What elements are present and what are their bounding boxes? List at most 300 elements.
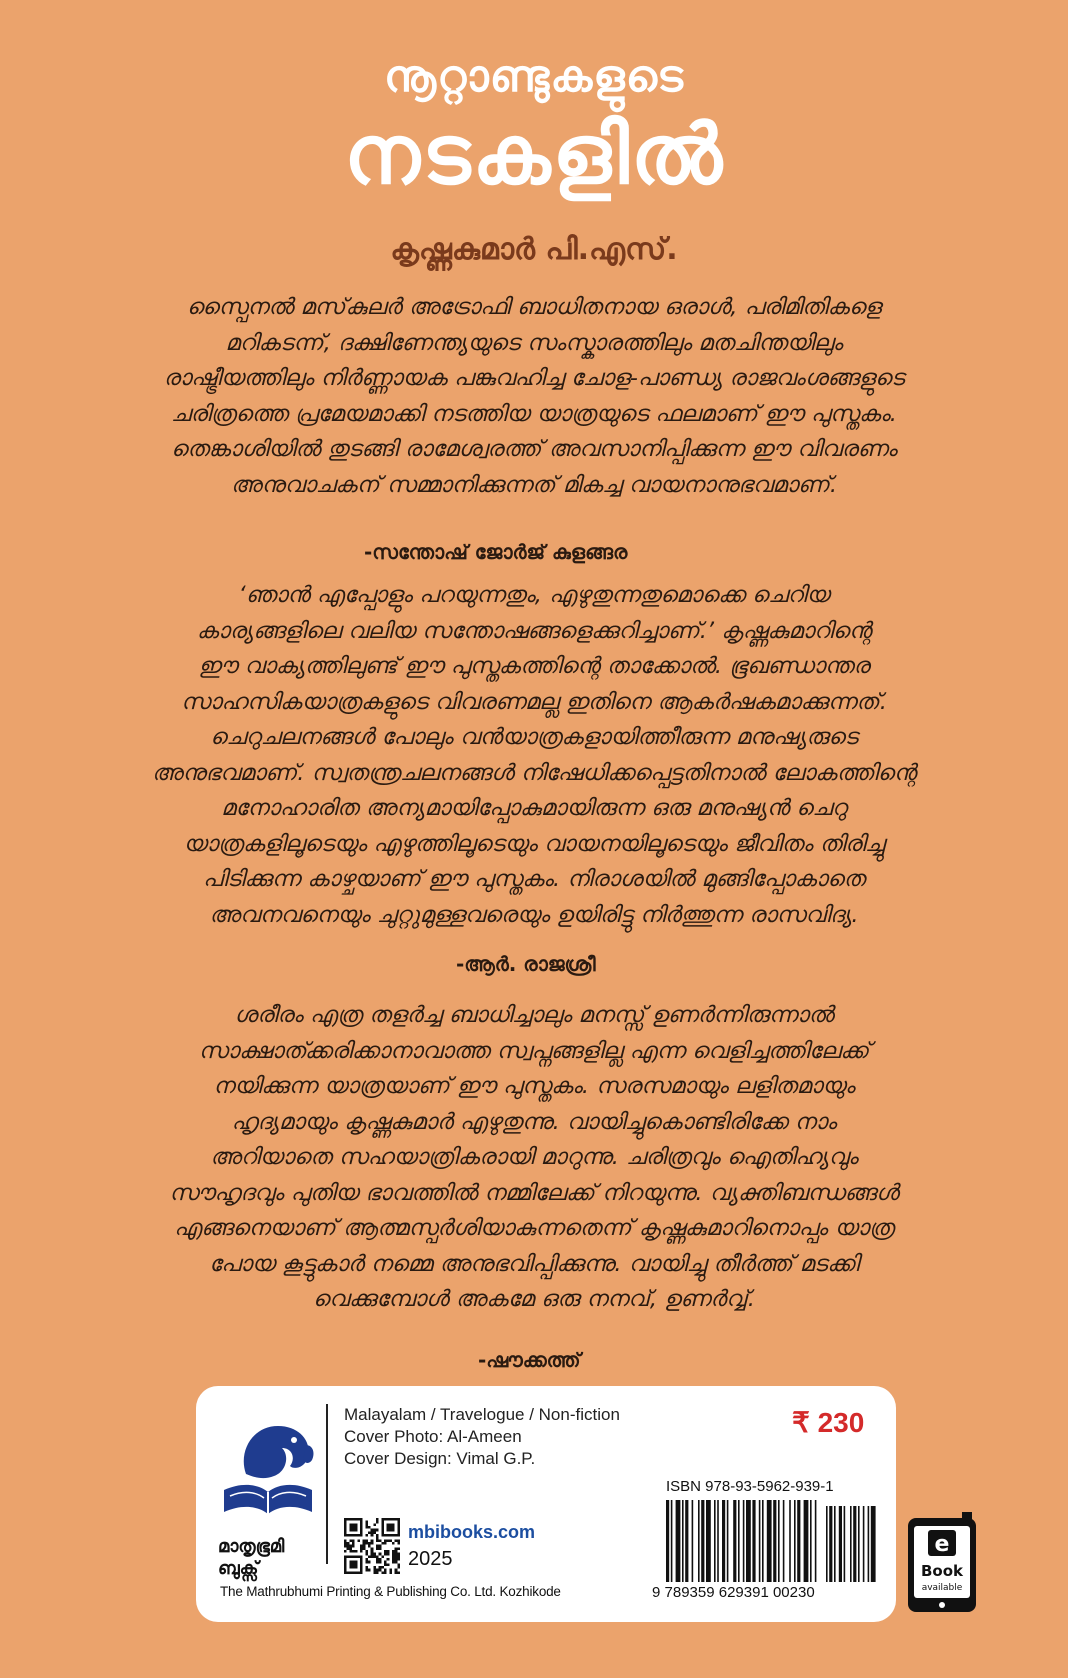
qr-cell — [395, 1569, 398, 1572]
qr-cell — [397, 1566, 400, 1569]
qr-cell — [373, 1529, 376, 1532]
qr-cell — [392, 1561, 395, 1564]
qr-code-icon — [344, 1518, 400, 1574]
qr-cell — [392, 1523, 395, 1526]
qr-cell — [387, 1534, 390, 1537]
qr-cell — [395, 1553, 398, 1556]
publisher-name-line-1: മാതൃഭൂമി — [218, 1536, 285, 1557]
qr-cell — [381, 1571, 384, 1574]
qr-cell — [344, 1563, 347, 1566]
qr-cell — [355, 1529, 358, 1532]
qr-cell — [371, 1553, 374, 1556]
review-line: നയിക്കുന്ന യാത്രയാണ് ഈ പുസ്തകം. സരസമായും ലളിതമായും — [213, 1073, 855, 1099]
qr-cell — [395, 1550, 398, 1553]
book-metadata — [344, 1404, 620, 1470]
qr-cell — [384, 1518, 387, 1521]
qr-cell — [368, 1561, 371, 1564]
book-title — [0, 48, 1068, 206]
qr-cell — [381, 1518, 384, 1521]
qr-cell — [360, 1555, 363, 1558]
qr-cell — [360, 1550, 363, 1553]
qr-cell — [397, 1563, 400, 1566]
qr-cell — [360, 1518, 363, 1521]
isbn-label: ISBN 978-93-5962-939-1 — [666, 1478, 834, 1495]
qr-cell — [360, 1526, 363, 1529]
qr-cell — [397, 1542, 400, 1545]
publisher-name-line-2: ബുക്സ് — [218, 1558, 259, 1579]
qr-cell — [349, 1563, 352, 1566]
qr-cell — [389, 1529, 392, 1532]
barcode-bar — [717, 1500, 719, 1582]
qr-cell — [368, 1555, 371, 1558]
qr-cell — [371, 1529, 374, 1532]
barcode-bar — [743, 1500, 745, 1582]
qr-cell — [349, 1518, 352, 1521]
review-line: ചെറുചലനങ്ങൾ പോലും വൻയാത്രകളായിത്തീരുന്ന മനുഷ്യരുടെ — [210, 724, 858, 750]
qr-cell — [376, 1545, 379, 1548]
qr-cell — [381, 1523, 384, 1526]
qr-cell — [384, 1563, 387, 1566]
qr-cell — [352, 1539, 355, 1542]
qr-cell — [381, 1534, 384, 1537]
barcode-bar — [666, 1500, 669, 1582]
qr-cell — [387, 1539, 390, 1542]
ebook-available-label: available — [921, 1583, 963, 1593]
barcode-bar — [722, 1500, 725, 1582]
qr-cell — [344, 1558, 347, 1561]
qr-cell — [381, 1526, 384, 1529]
review-line: രാഷ്ട്രീയത്തിലും നിർണ്ണായക പങ്കുവഹിച്ച ചോള-പാണ്ഡ്യ രാജവംശങ്ങളുടെ — [163, 365, 905, 391]
qr-cell — [389, 1539, 392, 1542]
review-line: മനോഹാരിത അന്യമായിപ്പോകുമായിരുന്ന ഒരു മനുഷ്യൻ ചെറു — [221, 795, 847, 821]
barcode-bar — [752, 1500, 755, 1582]
qr-cell — [368, 1542, 371, 1545]
qr-cell — [389, 1526, 392, 1529]
qr-cell — [376, 1518, 379, 1521]
barcode-bar — [839, 1506, 842, 1582]
review-line: ഈ വാക്യത്തിലുണ്ട് ഈ പുസ്തകത്തിന്റെ താക്കോൽ. ഭൂഖണ്ഡാന്തര — [198, 653, 870, 679]
qr-cell — [387, 1563, 390, 1566]
barcode-bar — [858, 1506, 860, 1582]
barcode-bar — [773, 1500, 776, 1582]
barcode-bar — [789, 1500, 791, 1582]
qr-cell — [360, 1569, 363, 1572]
qr-cell — [395, 1571, 398, 1574]
qr-cell — [365, 1523, 368, 1526]
qr-cell — [365, 1550, 368, 1553]
qr-cell — [352, 1534, 355, 1537]
qr-cell — [360, 1531, 363, 1534]
qr-cell — [347, 1545, 350, 1548]
qr-cell — [360, 1545, 363, 1548]
qr-cell — [373, 1523, 376, 1526]
qr-cell — [357, 1518, 360, 1521]
qr-cell — [387, 1553, 390, 1556]
qr-cell — [379, 1539, 382, 1542]
qr-cell — [381, 1555, 384, 1558]
qr-cell — [376, 1534, 379, 1537]
cover-design-credit: Cover Design: Vimal G.P. — [344, 1449, 536, 1468]
qr-cell — [365, 1558, 368, 1561]
qr-cell — [397, 1526, 400, 1529]
qr-cell — [373, 1569, 376, 1572]
qr-cell — [392, 1550, 395, 1553]
barcode-bar — [759, 1500, 761, 1582]
qr-cell — [360, 1529, 363, 1532]
printer-credit: The Mathrubhumi Printing & Publishing Co. Ltd. Kozhikode — [220, 1584, 561, 1599]
review-2-attribution: -ആർ. രാജശ്രീ — [456, 952, 596, 976]
qr-cell — [368, 1531, 371, 1534]
qr-cell — [376, 1555, 379, 1558]
qr-cell — [397, 1555, 400, 1558]
review-1-attribution: -സന്തോഷ് ജോർജ് കുളങ്ങര — [364, 540, 628, 564]
barcode-bar — [676, 1500, 681, 1582]
barcode-bar — [804, 1500, 809, 1582]
qr-cell — [387, 1523, 390, 1526]
qr-cell — [363, 1542, 366, 1545]
barcode-bar — [810, 1500, 812, 1582]
qr-cell — [389, 1523, 392, 1526]
barcode-bar — [829, 1506, 832, 1582]
divider — [326, 1404, 328, 1564]
qr-cell — [360, 1534, 363, 1537]
qr-cell — [368, 1526, 371, 1529]
qr-cell — [349, 1561, 352, 1564]
qr-cell — [379, 1558, 382, 1561]
qr-cell — [360, 1563, 363, 1566]
review-3-attribution: -ഷൗക്കത്ത് — [478, 1348, 581, 1372]
review-line: സാക്ഷാത്ക്കരിക്കാനാവാത്ത സ്വപ്നങ്ങളില്ല എന്ന വെളിച്ചത്തിലേക്ക് — [198, 1037, 870, 1064]
qr-cell — [389, 1569, 392, 1572]
qr-cell — [387, 1526, 390, 1529]
review-line: പോയ കൂട്ടുകാർ നമ്മെ അനുഭവിപ്പിക്കുന്നു. വായിച്ചു തീർത്ത് മടക്കി — [209, 1250, 859, 1277]
qr-cell — [352, 1542, 355, 1545]
barcode-bar — [698, 1500, 700, 1582]
ebook-letter: e — [934, 1532, 950, 1557]
qr-cell — [373, 1571, 376, 1574]
qr-cell — [344, 1531, 347, 1534]
barcode-bar — [727, 1500, 729, 1582]
qr-cell — [352, 1566, 355, 1569]
qr-cell — [344, 1534, 347, 1537]
price-label: ₹ 230 — [792, 1407, 865, 1438]
qr-cell — [365, 1526, 368, 1529]
qr-cell — [365, 1542, 368, 1545]
qr-cell — [379, 1561, 382, 1564]
qr-cell — [349, 1539, 352, 1542]
qr-cell — [349, 1534, 352, 1537]
qr-cell — [363, 1545, 366, 1548]
qr-cell — [352, 1571, 355, 1574]
qr-cell — [357, 1555, 360, 1558]
qr-cell — [397, 1531, 400, 1534]
barcode-bar — [863, 1506, 865, 1582]
qr-cell — [376, 1547, 379, 1550]
qr-cell — [389, 1571, 392, 1574]
qr-cell — [379, 1545, 382, 1548]
qr-cell — [397, 1529, 400, 1532]
qr-cell — [371, 1555, 374, 1558]
qr-cell — [397, 1518, 400, 1521]
barcode-bar — [714, 1500, 716, 1582]
qr-cell — [349, 1526, 352, 1529]
barcode-bar — [738, 1500, 740, 1582]
qr-cell — [379, 1553, 382, 1556]
qr-cell — [371, 1539, 374, 1542]
qr-cell — [355, 1534, 358, 1537]
qr-cell — [397, 1558, 400, 1561]
qr-cell — [389, 1534, 392, 1537]
qr-cell — [355, 1523, 358, 1526]
qr-cell — [371, 1542, 374, 1545]
barcode-bar — [834, 1506, 836, 1582]
qr-cell — [395, 1555, 398, 1558]
qr-cell — [392, 1534, 395, 1537]
qr-cell — [355, 1550, 358, 1553]
qr-cell — [349, 1566, 352, 1569]
qr-cell — [384, 1569, 387, 1572]
barcode-bar — [797, 1500, 800, 1582]
qr-cell — [352, 1555, 355, 1558]
qr-cell — [397, 1547, 400, 1550]
qr-cell — [381, 1566, 384, 1569]
qr-cell — [395, 1558, 398, 1561]
qr-cell — [397, 1534, 400, 1537]
qr-cell — [363, 1547, 366, 1550]
qr-cell — [365, 1561, 368, 1564]
title-line-1: നൂറ്റാണ്ടുകളുടെ — [384, 51, 684, 102]
qr-cell — [344, 1561, 347, 1564]
qr-cell — [373, 1531, 376, 1534]
qr-cell — [355, 1571, 358, 1574]
qr-cell — [395, 1534, 398, 1537]
qr-cell — [352, 1550, 355, 1553]
barcode-bar — [778, 1500, 780, 1582]
review-line: പിടിക്കുന്ന കാഴ്ചയാണ് ഈ പുസ്തകം. നിരാശയിൽ മുങ്ങിപ്പോകാതെ — [203, 866, 865, 892]
qr-cell — [344, 1545, 347, 1548]
qr-cell — [347, 1542, 350, 1545]
qr-cell — [397, 1521, 400, 1524]
qr-cell — [376, 1561, 379, 1564]
qr-cell — [376, 1539, 379, 1542]
qr-cell — [360, 1523, 363, 1526]
ebook-available-icon — [906, 1510, 978, 1614]
qr-cell — [384, 1553, 387, 1556]
qr-cell — [384, 1561, 387, 1564]
qr-cell — [371, 1547, 374, 1550]
qr-cell — [371, 1550, 374, 1553]
qr-cell — [397, 1571, 400, 1574]
qr-cell — [395, 1561, 398, 1564]
barcode-bar — [794, 1500, 796, 1582]
review-line: സ്പൈനൽ മസ്‌കുലർ അട്രോഫി ബാധിതനായ ഒരാൾ, പരിമിതികളെ — [186, 294, 882, 320]
barcode-bar — [783, 1500, 785, 1582]
qr-cell — [392, 1526, 395, 1529]
qr-cell — [387, 1518, 390, 1521]
website-link[interactable]: mbibooks.com — [408, 1522, 536, 1542]
review-2 — [86, 578, 982, 933]
qr-cell — [376, 1537, 379, 1540]
barcode-bar — [767, 1500, 772, 1582]
barcode-bar — [868, 1506, 870, 1582]
review-line: അനുവാചകന് സമ്മാനിക്കുന്നത് മികച്ച വായനാനുഭവമാണ്. — [230, 471, 838, 498]
genre-text: Malayalam / Travelogue / Non-fiction — [344, 1405, 620, 1424]
qr-cell — [352, 1561, 355, 1564]
review-line: സാഹസികയാത്രകളുടെ വിവരണമല്ല ഇതിനെ ആകർഷകമാക്കുന്നത്. — [181, 688, 887, 715]
qr-cell — [344, 1526, 347, 1529]
qr-cell — [349, 1523, 352, 1526]
qr-cell — [347, 1518, 350, 1521]
barcode-bar — [746, 1500, 751, 1582]
qr-cell — [387, 1558, 390, 1561]
qr-cell — [347, 1534, 350, 1537]
qr-cell — [381, 1521, 384, 1524]
qr-cell — [397, 1553, 400, 1556]
qr-cell — [371, 1534, 374, 1537]
qr-cell — [355, 1555, 358, 1558]
barcode-bar — [692, 1500, 694, 1582]
qr-cell — [376, 1571, 379, 1574]
review-line: യാത്രകളിലൂടെയും എഴുത്തിലൂടെയും വായനയിലൂടെയും ജീവിതം തിരിച്ചു — [183, 830, 885, 857]
elephant-logo-icon — [216, 1412, 320, 1532]
qr-cell — [344, 1566, 347, 1569]
qr-cell — [389, 1518, 392, 1521]
cover-photo-credit: Cover Photo: Al-Ameen — [344, 1427, 522, 1446]
barcode-bar — [815, 1500, 817, 1582]
qr-cell — [344, 1571, 347, 1574]
review-line: ‘ഞാൻ എപ്പോളും പറയുന്നതും, എഴുതുന്നതുമൊക്കെ ചെറിയ — [238, 582, 830, 608]
qr-cell — [392, 1555, 395, 1558]
qr-cell — [344, 1550, 347, 1553]
qr-cell — [352, 1529, 355, 1532]
qr-cell — [349, 1547, 352, 1550]
review-line: സൗഹൃദവും പുതിയ ഭാവത്തിൽ നമ്മിലേക്ക് നിറയുന്നു. വ്യക്തിബന്ധങ്ങൾ — [169, 1179, 899, 1206]
publication-year: 2025 — [408, 1548, 453, 1570]
qr-cell — [379, 1566, 382, 1569]
qr-cell — [352, 1563, 355, 1566]
qr-cell — [349, 1545, 352, 1548]
review-line: അവനവനെയും ചുറ്റുമുള്ളവരെയും ഉയിരിട്ടു നിർത്തുന്ന രാസവിദ്യ. — [209, 901, 859, 928]
qr-cell — [365, 1521, 368, 1524]
qr-cell — [355, 1526, 358, 1529]
qr-cell — [365, 1569, 368, 1572]
qr-cell — [395, 1547, 398, 1550]
qr-cell — [373, 1553, 376, 1556]
qr-cell — [347, 1547, 350, 1550]
qr-cell — [365, 1553, 368, 1556]
title-line-2: നടകളിൽ — [343, 108, 725, 203]
qr-cell — [384, 1534, 387, 1537]
barcode-bar — [682, 1500, 684, 1582]
qr-cell — [355, 1563, 358, 1566]
barcode-bar — [844, 1506, 846, 1582]
qr-cell — [357, 1534, 360, 1537]
barcode-icon — [666, 1500, 876, 1582]
qr-cell — [344, 1521, 347, 1524]
review-line: മറികടന്ന്, ദക്ഷിണേന്ത്യയുടെ സംസ്കാരത്തിലും മതചിന്തയിലും — [225, 329, 843, 356]
barcode-number: 9 789359 629391 00230 — [652, 1584, 815, 1601]
ebook-label: Book — [920, 1562, 964, 1580]
qr-cell — [360, 1571, 363, 1574]
qr-cell — [352, 1545, 355, 1548]
review-3 — [86, 998, 982, 1318]
qr-cell — [349, 1550, 352, 1553]
publisher-info-card — [196, 1386, 896, 1622]
barcode-bar — [850, 1506, 852, 1582]
review-1 — [86, 290, 982, 503]
qr-cell — [352, 1523, 355, 1526]
qr-cell — [384, 1542, 387, 1545]
qr-cell — [379, 1569, 382, 1572]
qr-cell — [392, 1558, 395, 1561]
qr-cell — [397, 1539, 400, 1542]
qr-cell — [384, 1539, 387, 1542]
barcode-bar — [826, 1506, 828, 1582]
qr-cell — [344, 1555, 347, 1558]
qr-cell — [395, 1518, 398, 1521]
qr-cell — [379, 1547, 382, 1550]
qr-cell — [387, 1550, 390, 1553]
qr-cell — [365, 1539, 368, 1542]
qr-cell — [360, 1566, 363, 1569]
review-line: ചരിത്രത്തെ പ്രമേയമാക്കി നടത്തിയ യാത്രയുടെ ഫലമാണ് ഈ പുസ്തകം. — [171, 400, 897, 427]
qr-cell — [392, 1553, 395, 1556]
qr-cell — [344, 1542, 347, 1545]
qr-cell — [371, 1531, 374, 1534]
qr-cell — [376, 1521, 379, 1524]
qr-cell — [357, 1571, 360, 1574]
review-line: തെങ്കാശിയിൽ തുടങ്ങി രാമേശ്വരത്ത് അവസാനിപ്പിക്കുന്ന ഈ വിവരണം — [171, 436, 897, 462]
review-line: എങ്ങനെയാണ് ആത്മസ്പർശിയാകുന്നതെന്ന് കൃഷ്ണകുമാറിനൊപ്പം യാത്ര — [174, 1215, 894, 1241]
barcode-bar — [671, 1500, 673, 1582]
barcode-bar — [762, 1500, 764, 1582]
review-line: വെക്കുമ്പോൾ അകമേ ഒരു നനവ്, ഉണർവ്വ്. — [313, 1286, 755, 1312]
qr-cell — [347, 1555, 350, 1558]
qr-cell — [355, 1566, 358, 1569]
publisher-name — [218, 1536, 322, 1580]
review-line: അനുഭവമാണ്. സ്വതന്ത്രചലനങ്ങൾ നിഷേധിക്കപ്പെട്ടതിനാൽ ലോകത്തിന്റെ — [151, 759, 917, 786]
barcode-bar — [701, 1500, 704, 1582]
qr-cell — [387, 1529, 390, 1532]
qr-cell — [368, 1569, 371, 1572]
barcode-bar — [853, 1506, 856, 1582]
review-line: അറിയാതെ സഹയാത്രികരായി മാറുന്നു. ചരിത്രവും ഐതിഹ്യവും — [210, 1144, 858, 1170]
qr-cell — [373, 1555, 376, 1558]
qr-cell — [352, 1518, 355, 1521]
qr-cell — [381, 1531, 384, 1534]
qr-cell — [384, 1550, 387, 1553]
qr-cell — [381, 1542, 384, 1545]
qr-cell — [365, 1566, 368, 1569]
qr-cell — [344, 1569, 347, 1572]
qr-cell — [376, 1558, 379, 1561]
qr-cell — [360, 1521, 363, 1524]
review-line: ഹൃദ്യമായും കൃഷ്ണകുമാർ എഴുതുന്നു. വായിച്ചുകൊണ്ടിരിക്കേ നാം — [231, 1108, 837, 1135]
qr-cell — [373, 1566, 376, 1569]
author-name: കൃഷ്ണകുമാർ പി.എസ്. — [390, 232, 678, 267]
qr-cell — [355, 1518, 358, 1521]
qr-cell — [363, 1539, 366, 1542]
barcode-bar — [733, 1500, 736, 1582]
qr-cell — [357, 1539, 360, 1542]
qr-cell — [360, 1561, 363, 1564]
qr-cell — [349, 1555, 352, 1558]
qr-cell — [344, 1523, 347, 1526]
qr-cell — [395, 1539, 398, 1542]
review-line: ശരീരം എത്ര തളർച്ച ബാധിച്ചാലും മനസ്സ് ഉണർന്നിരുന്നാൽ — [234, 1002, 834, 1028]
qr-cell — [392, 1518, 395, 1521]
barcode-bar — [685, 1500, 688, 1582]
